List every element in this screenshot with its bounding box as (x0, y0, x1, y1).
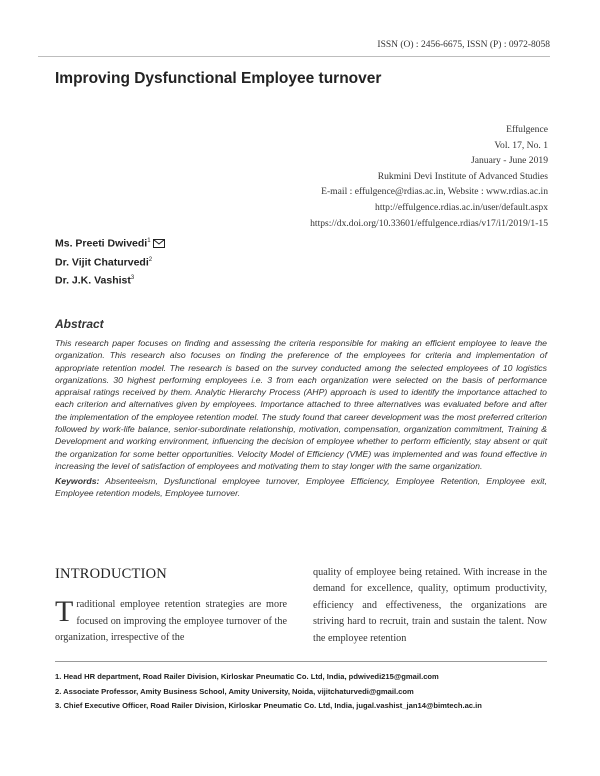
journal-contact: E-mail : effulgence@rdias.ac.in, Website : www.rdias.ac.in (321, 186, 548, 198)
author-name: Ms. Preeti Dwivedi (55, 237, 148, 250)
paper-title: Improving Dysfunctional Employee turnover (55, 70, 382, 87)
intro-left-text: raditional employee retention strategies are more focused on improving the employee turnover of the organization, irrespective of the (55, 599, 287, 644)
journal-date: January - June 2019 (471, 155, 548, 167)
journal-volume: Vol. 17, No. 1 (494, 139, 548, 151)
footnotes (55, 670, 482, 714)
envelope-icon[interactable] (153, 238, 165, 254)
keywords-label: Keywords: (55, 476, 100, 486)
intro-column-left (55, 597, 287, 647)
intro-column-right: quality of employee being retained. With increase in the demand for excellence, quality, optimum productivity, efficiency and effectiveness, the organizations are striving hard to recruit, train and sustain the talent. Now the employee retention (313, 567, 547, 644)
footnote-item: 1. Head HR department, Road Railer Division, Kirloskar Pneumatic Co. Ltd, India, pdwivedi215@gmail.com (55, 672, 439, 681)
journal-doi[interactable]: https://dx.doi.org/10.33601/effulgence.rdias/v17/i1/2019/1-15 (310, 217, 548, 229)
author-item (55, 271, 165, 289)
author-item (55, 253, 165, 271)
keywords (55, 475, 547, 500)
journal-meta (310, 122, 548, 231)
author-name: Dr. J.K. Vashist (55, 274, 131, 287)
footnote-item: 2. Associate Professor, Amity Business School, Amity University, Noida, vijitchaturvedi@gmail.com (55, 686, 414, 696)
author-affiliation-mark: 2 (148, 257, 153, 263)
author-affiliation-mark: 1 (147, 238, 151, 244)
keywords-text: Absenteeism, Dysfunctional employee turnover, Employee Efficiency, Employee Retention, Employee exit, Employee retention models, Employee turnover. (55, 476, 547, 499)
abstract-body: This research paper focuses on finding and assessing the criteria responsible for making an efficient employee to leave the organization. This research also focuses on finding the preference of the employees for criteria and implementation of appropriate retention model. The research is based on the survey conducted among the selected employees of 10 logistics organizations. 30 highest performing employees i.e. 3 from each organization were selected on the basis of performance appraisal ratings received by them. Analytic Hierarchy Process (AHP) approach is used to identify the importance attached to each criterion and alternatives given by employees. Importance attached to three alternatives was evaluated before and after the implementation of the employee retention model. The study found that career development was the most preferred criterion followed by work-life balance, senior-subordinate relationship, motivation, compensation, organization commitment, Training & Development and working environment, influencing the decision of employee whether to perform efficiently, stay absent or quit the organization for some better opportunities. Velocity Model of Efficiency (VME) was implemented and was found effective in increasing the level of satisfaction of employees and motivating them to stay longer with the same organization. (55, 338, 547, 471)
journal-institute: Rukmini Devi Institute of Advanced Studies (377, 170, 548, 182)
author-name: Dr. Vijit Chaturvedi (55, 256, 149, 269)
footnote-divider (55, 661, 547, 662)
issn-text: ISSN (O) : 2456-6675, ISSN (P) : 0972-8058 (377, 40, 550, 50)
author-list (55, 234, 165, 289)
journal-url[interactable]: http://effulgence.rdias.ac.in/user/default.aspx (375, 201, 548, 213)
abstract-heading: Abstract (55, 317, 104, 331)
drop-cap: T (55, 595, 74, 628)
footnote-item: 3. Chief Executive Officer, Road Railer Division, Kirloskar Pneumatic Co. Ltd, India, jugal.vashist_jan14@bimtech.ac.in (55, 701, 482, 711)
author-item (55, 234, 165, 253)
journal-name: Effulgence (506, 124, 548, 135)
header-bar (38, 36, 550, 57)
author-affiliation-mark: 3 (130, 275, 135, 281)
section-heading-introduction: INTRODUCTION (55, 566, 167, 582)
